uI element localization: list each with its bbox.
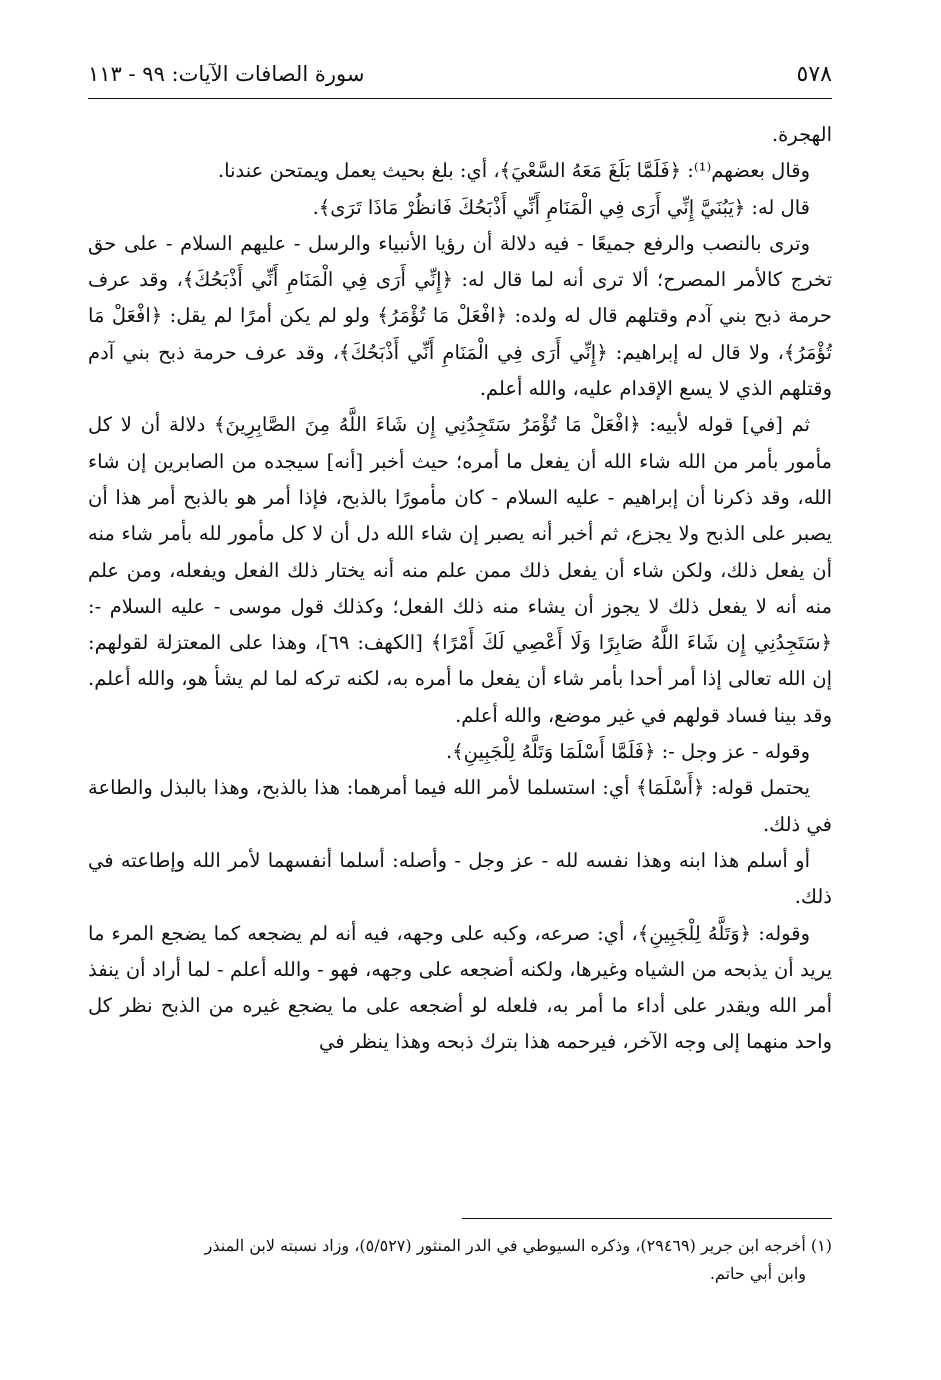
paragraph: يحتمل قوله: ﴿أَسْلَمَا﴾ أي: استسلما لأمر الله فيما أمرهما: هذا بالذبح، وهذا بالبذل والطاعة في ذلك. bbox=[88, 776, 832, 836]
paragraph: وترى بالنصب والرفع جميعًا - فيه دلالة أن رؤيا الأنبياء والرسل - عليهم السلام - على حق تخرج كالأمر المصرح؛ ألا ترى أنه لما قال له: ﴿إِنِّي أَرَى فِي الْمَنَامِ أَنِّي أَذْبَحُكَ﴾، وقد عرف حرمة ذبح بني آدم وقتلهم قال له ولده: ﴿افْعَلْ مَا تُؤْمَرُ﴾ ولو لم يكن أمرًا لم يقل: ﴿افْعَلْ مَا تُؤْمَرُ﴾، ولا قال له إبراهيم: ﴿إِنِّي أَرَى فِي الْمَنَامِ أَنِّي أَذْبَحُكَ﴾، وقد عرف حرمة ذبح بني آدم وقتلهم الذي لا يسع الإقدام عليه، والله أعلم. bbox=[88, 231, 832, 401]
paragraph: وقوله: ﴿وَتَلَّهُ لِلْجَبِينِ﴾، أي: صرعه، وكبه على وجهه، فيه أنه لم يضجعه كما يضجع المرء ما يريد أن يذبحه من الشياه وغيرها، ولكنه أضجعه على وجهه، فهو - والله أعلم - لما أراد أن ينفذ أمر الله ويقدر على أداء ما أمر به، فلعله لو أضجعه على ما يضجع غيره من الذبح نظر كل واحد منهما إلى وجه الآخر، فيرحمه هذا بترك ذبحه وهذا ينظر في bbox=[88, 921, 832, 1054]
main-text bbox=[88, 117, 832, 1061]
footnote-1-continuation: وابن أبي حاتم. bbox=[709, 1264, 806, 1283]
running-title: سورة الصافات الآيات: ٩٩ - ١١٣ bbox=[88, 62, 365, 86]
page-header bbox=[88, 58, 832, 99]
footnote-1: (١) أخرجه ابن جرير (٢٩٤٦٩)، وذكره السيوطي في الدر المنثور (٥/٥٢٧)، وزاد نسبته لابن المنذر bbox=[204, 1236, 832, 1255]
paragraph: ثم [في] قوله لأبيه: ﴿افْعَلْ مَا تُؤْمَرُ سَتَجِدُنِي إِن شَاءَ اللَّهُ مِنَ الصَّابِرِينَ﴾ دلالة أن لا كل مأمور بأمر من الله شاء الله أن يفعل ما أمره؛ حيث أخبر [أنه] سيجده من الصابرين إن شاء الله، وقد ذكرنا أن إبراهيم - عليه السلام - كان مأمورًا بالذبح، فإذا أمر هو بالذبح أمر هذا أن يصبر على الذبح ولا يجزع، ثم أخبر أنه يصبر إن شاء الله دل أن لا كل مأمور لله بأمر شاء منه أن يفعل ذلك، ولكن شاء أن يفعل ذلك ممن علم منه أنه يختار ذلك الفعل ويفعله، ومن علم منه أنه لا يفعل ذلك لا يجوز أن يشاء منه ذلك الفعل؛ وكذلك قول موسى - عليه السلام -: ﴿سَتَجِدُنِي إِن شَاءَ اللَّهُ صَابِرًا وَلَا أَعْصِي لَكَ أَمْرًا﴾ [الكهف: ٦٩]، وهذا على المعتزلة لقولهم: إن الله تعالى إذا أمر أحدا بأمر شاء أن يفعل ما أمره به، لكنه تركه لما لم يشأ هو، والله أعلم. وقد بينا فساد قولهم في غير موضع، والله أعلم. bbox=[88, 413, 832, 727]
paragraph: الهجرة. bbox=[771, 123, 832, 146]
paragraph: قال له: ﴿يَبُنَيَّ إِنِّي أَرَى فِي الْمَنَامِ أَنِّي أَذْبَحُكَ فَانظُرْ مَاذَا تَرَى﴾. bbox=[312, 195, 810, 219]
footnote-divider bbox=[462, 1218, 832, 1219]
footnotes bbox=[88, 1232, 832, 1288]
paragraph: وقوله - عز وجل -: ﴿فَلَمَّا أَسْلَمَا وَتَلَّهُ لِلْجَبِينِ﴾. bbox=[446, 740, 810, 764]
page-number: ٥٧٨ bbox=[796, 62, 832, 87]
paragraph: أو أسلم هذا ابنه وهذا نفسه لله - عز وجل - وأصله: أسلما أنفسهما لأمر الله وإطاعته في ذلك. bbox=[88, 848, 832, 909]
paragraph: وقال بعضهم⁽¹⁾: ﴿فَلَمَّا بَلَغَ مَعَهُ السَّعْيَ﴾، أي: بلغ بحيث يعمل ويمتحن عندنا. bbox=[217, 159, 810, 183]
book-page bbox=[88, 0, 832, 1380]
